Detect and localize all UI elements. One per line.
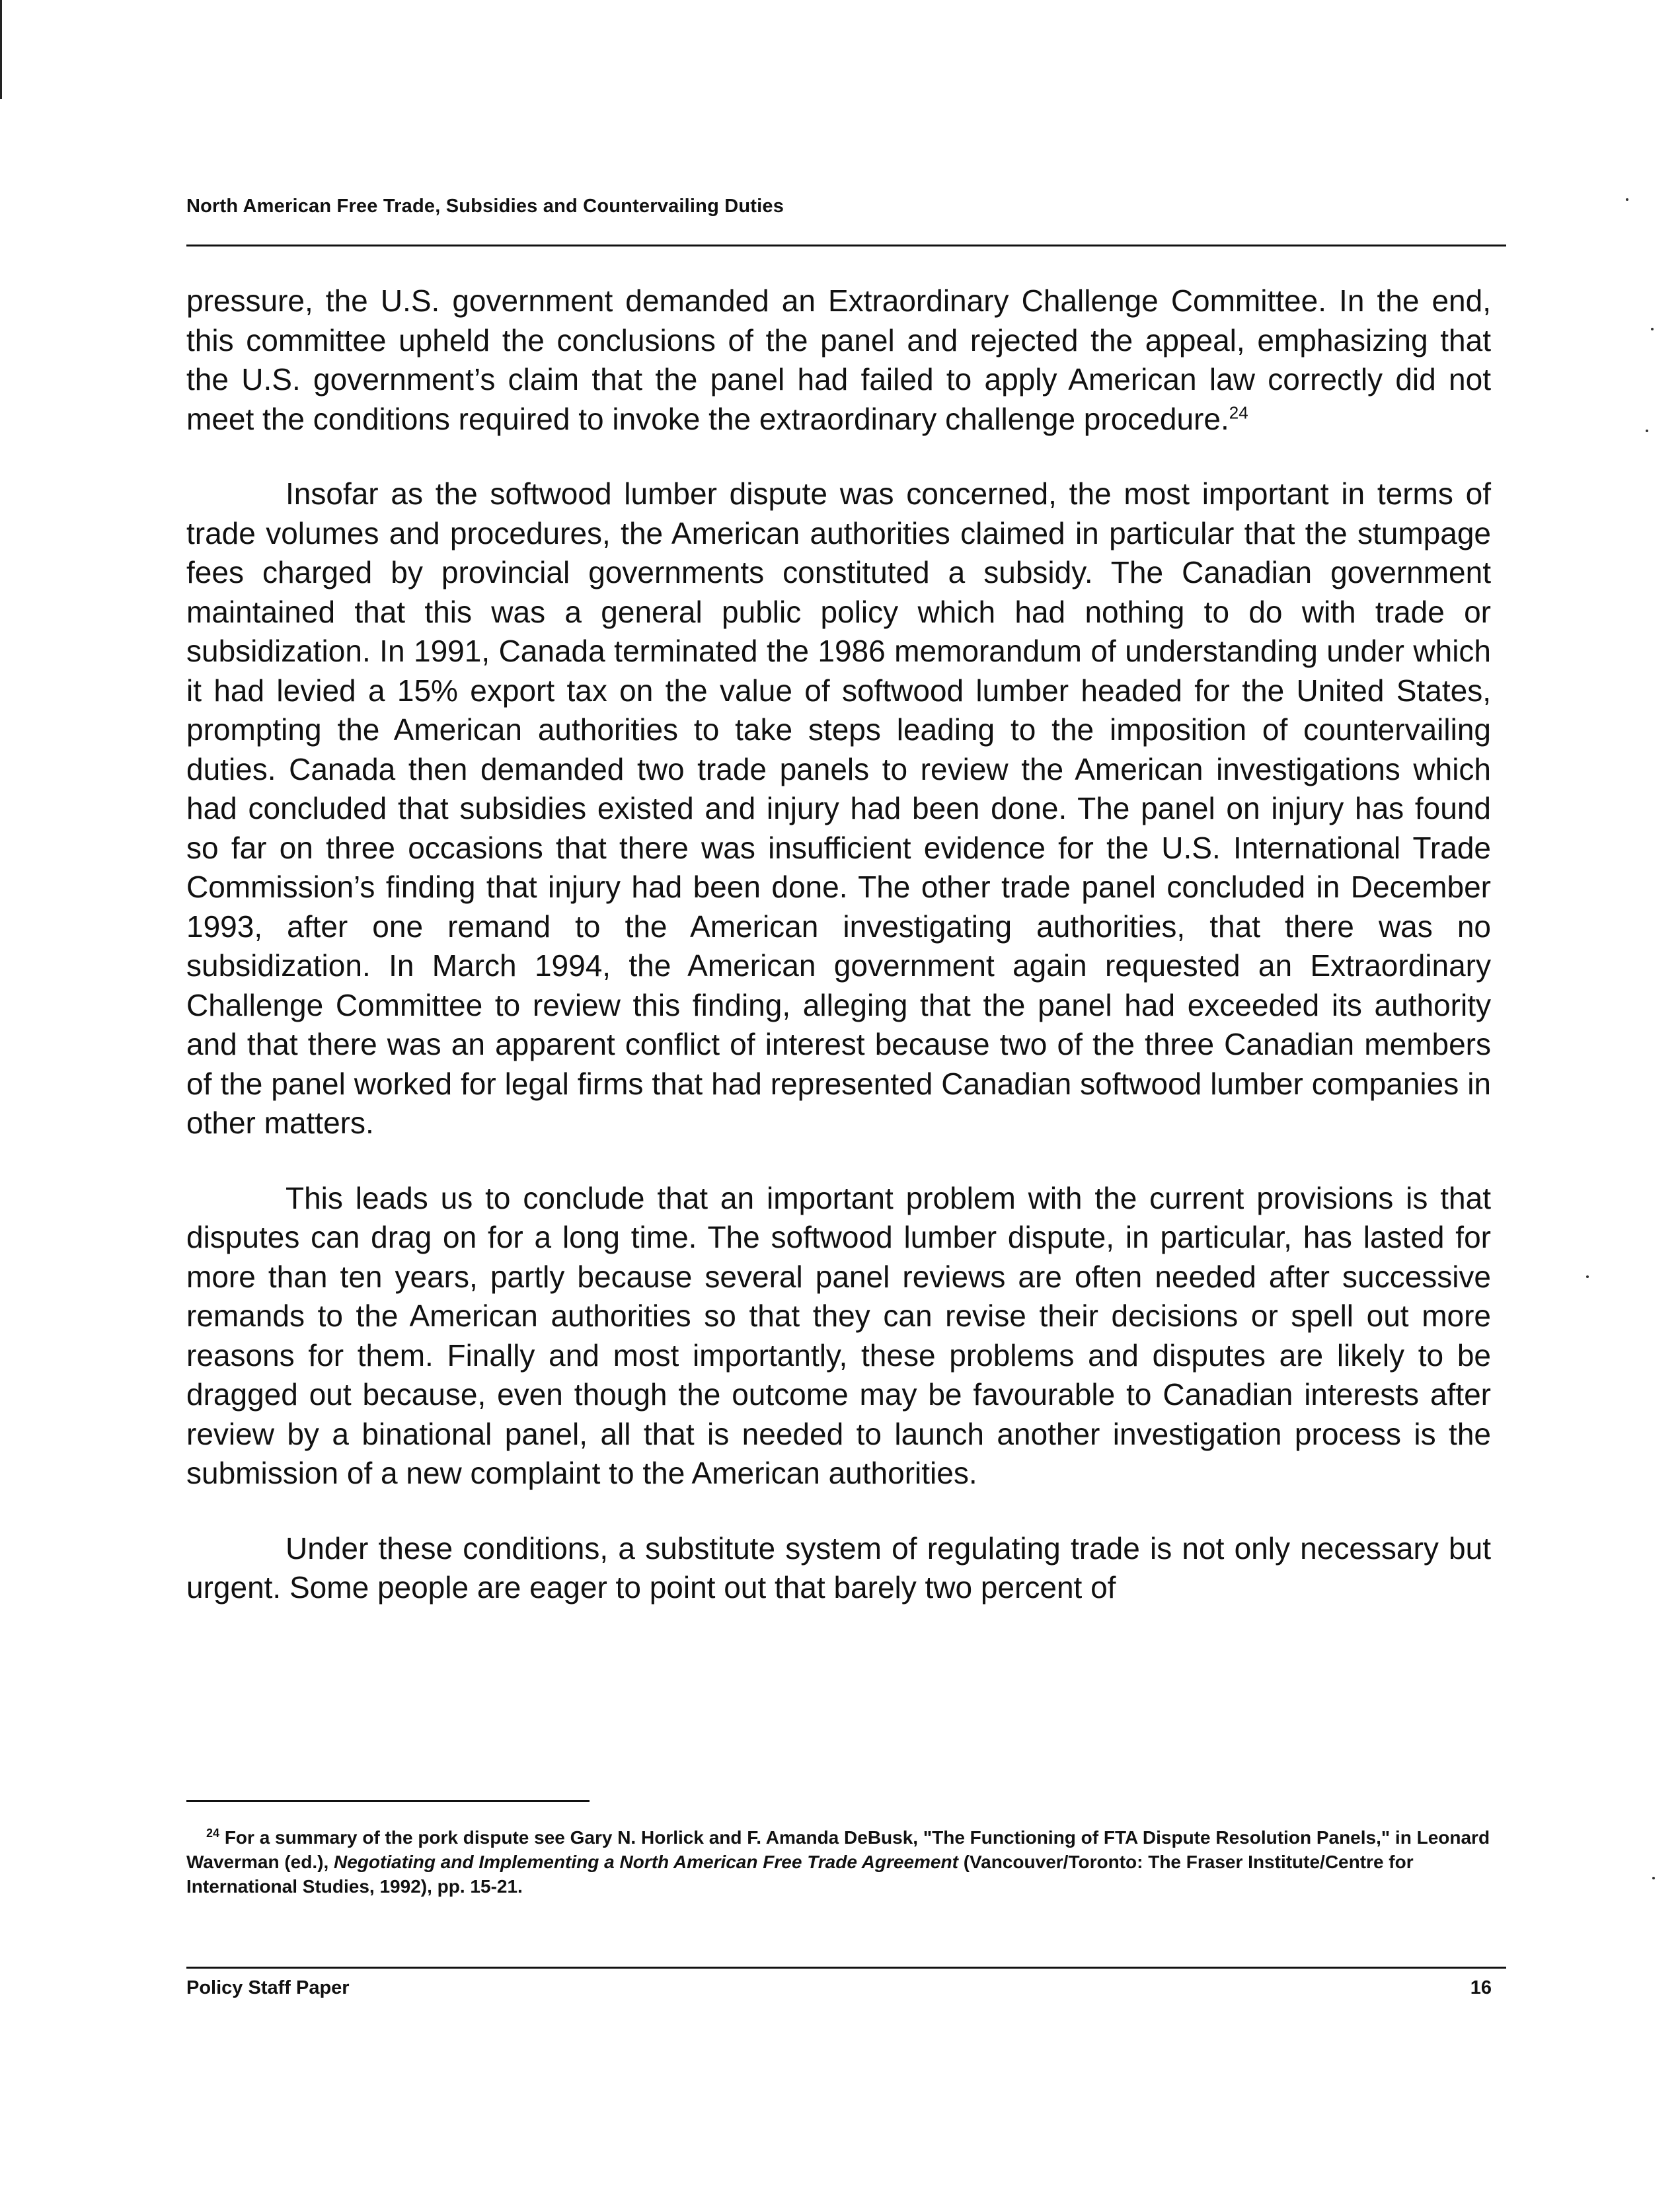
- page-footer: [186, 1977, 1506, 1999]
- scan-speck: [1652, 1877, 1655, 1879]
- page-number: 16: [1470, 1977, 1492, 1998]
- footnote-book-title: Negotiating and Implementing a North American Free Trade Agreement: [334, 1852, 958, 1872]
- paragraph-1: [186, 282, 1491, 439]
- footnote-text-before: For a summary of the pork dispute see Gary N. Horlick and F. Amanda DeBusk, "The Functioning of FTA Dispute Resolution Panels," in Leonard Waverman (ed.),: [186, 1827, 1490, 1872]
- footer-series-title: Policy Staff Paper: [186, 1977, 350, 1998]
- body-text: [186, 282, 1491, 1644]
- footnote-text-after: (Vancouver/Toronto: The Fraser Institute/Centre for International Studies, 1992), pp. 15-21.: [186, 1852, 1414, 1897]
- scan-speck: [1586, 1275, 1589, 1278]
- scan-speck: [1646, 430, 1648, 432]
- footnote-separator: [186, 1800, 590, 1802]
- footnote-reference[interactable]: 24: [1229, 402, 1248, 423]
- scan-speck: [1626, 198, 1628, 201]
- footnote: [186, 1825, 1491, 1899]
- paragraph-2: Insofar as the softwood lumber dispute was concerned, the most important in terms of trade volumes and procedures, the American authorities claimed in particular that the stumpage fees charged by provincial governments constituted a subsidy. The Canadian government maintained that this was a general public policy which had nothing to do with trade or subsidization. In 1991, Canada terminated the 1986 memorandum of understanding under which it had levied a 15% export tax on the value of softwood lumber headed for the United States, prompting the American authorities to take steps leading to the imposition of countervailing duties. Canada then demanded two trade panels to review the American investigations which had concluded that subsidies existed and injury had been done. The panel on injury has found so far on three occasions that there was insufficient evidence for the U.S. International Trade Commission’s finding that injury had been done. The other trade panel concluded in December 1993, after one remand to the American investigating authorities, that there was no subsidization. In March 1994, the American government again requested an Extraordinary Challenge Committee to review this finding, alleging that the panel had exceeded its authority and that there was an apparent conflict of interest because two of the three Canadian members of the panel worked for legal firms that had represented Canadian softwood lumber companies in other matters.: [186, 476, 1491, 1140]
- footnote-mark: 24: [206, 1826, 220, 1840]
- paragraph-1-text: pressure, the U.S. government demanded an Extraordinary Challenge Committee. In the end, this committee upheld the conclusions of the panel and rejected the appeal, emphasizing that the U.S. government’s claim that the panel had failed to apply American law correctly did not meet the conditions required to invoke the extraordinary challenge procedure.: [186, 283, 1491, 436]
- footer-rule: [186, 1967, 1506, 1969]
- paragraph-4: Under these conditions, a substitute system of regulating trade is not only necessary but urgent. Some people are eager to point out that barely two percent of: [186, 1531, 1491, 1605]
- paragraph-3: This leads us to conclude that an important problem with the current provisions is that disputes can drag on for a long time. The softwood lumber dispute, in particular, has lasted for more than ten years, partly because several panel reviews are often needed after successive remands to the American authorities so that they can revise their decisions or spell out more reasons for them. Finally and most importantly, these problems and disputes are likely to be dragged out because, even though the outcome may be favourable to Canadian interests after review by a binational panel, all that is needed to launch another investigation process is the submission of a new complaint to the American authorities.: [186, 1180, 1491, 1490]
- header-rule: [186, 245, 1506, 246]
- scan-speck: [1651, 328, 1654, 330]
- scan-edge-mark: [0, 0, 2, 99]
- running-header: North American Free Trade, Subsidies and Countervailing Duties: [186, 196, 784, 217]
